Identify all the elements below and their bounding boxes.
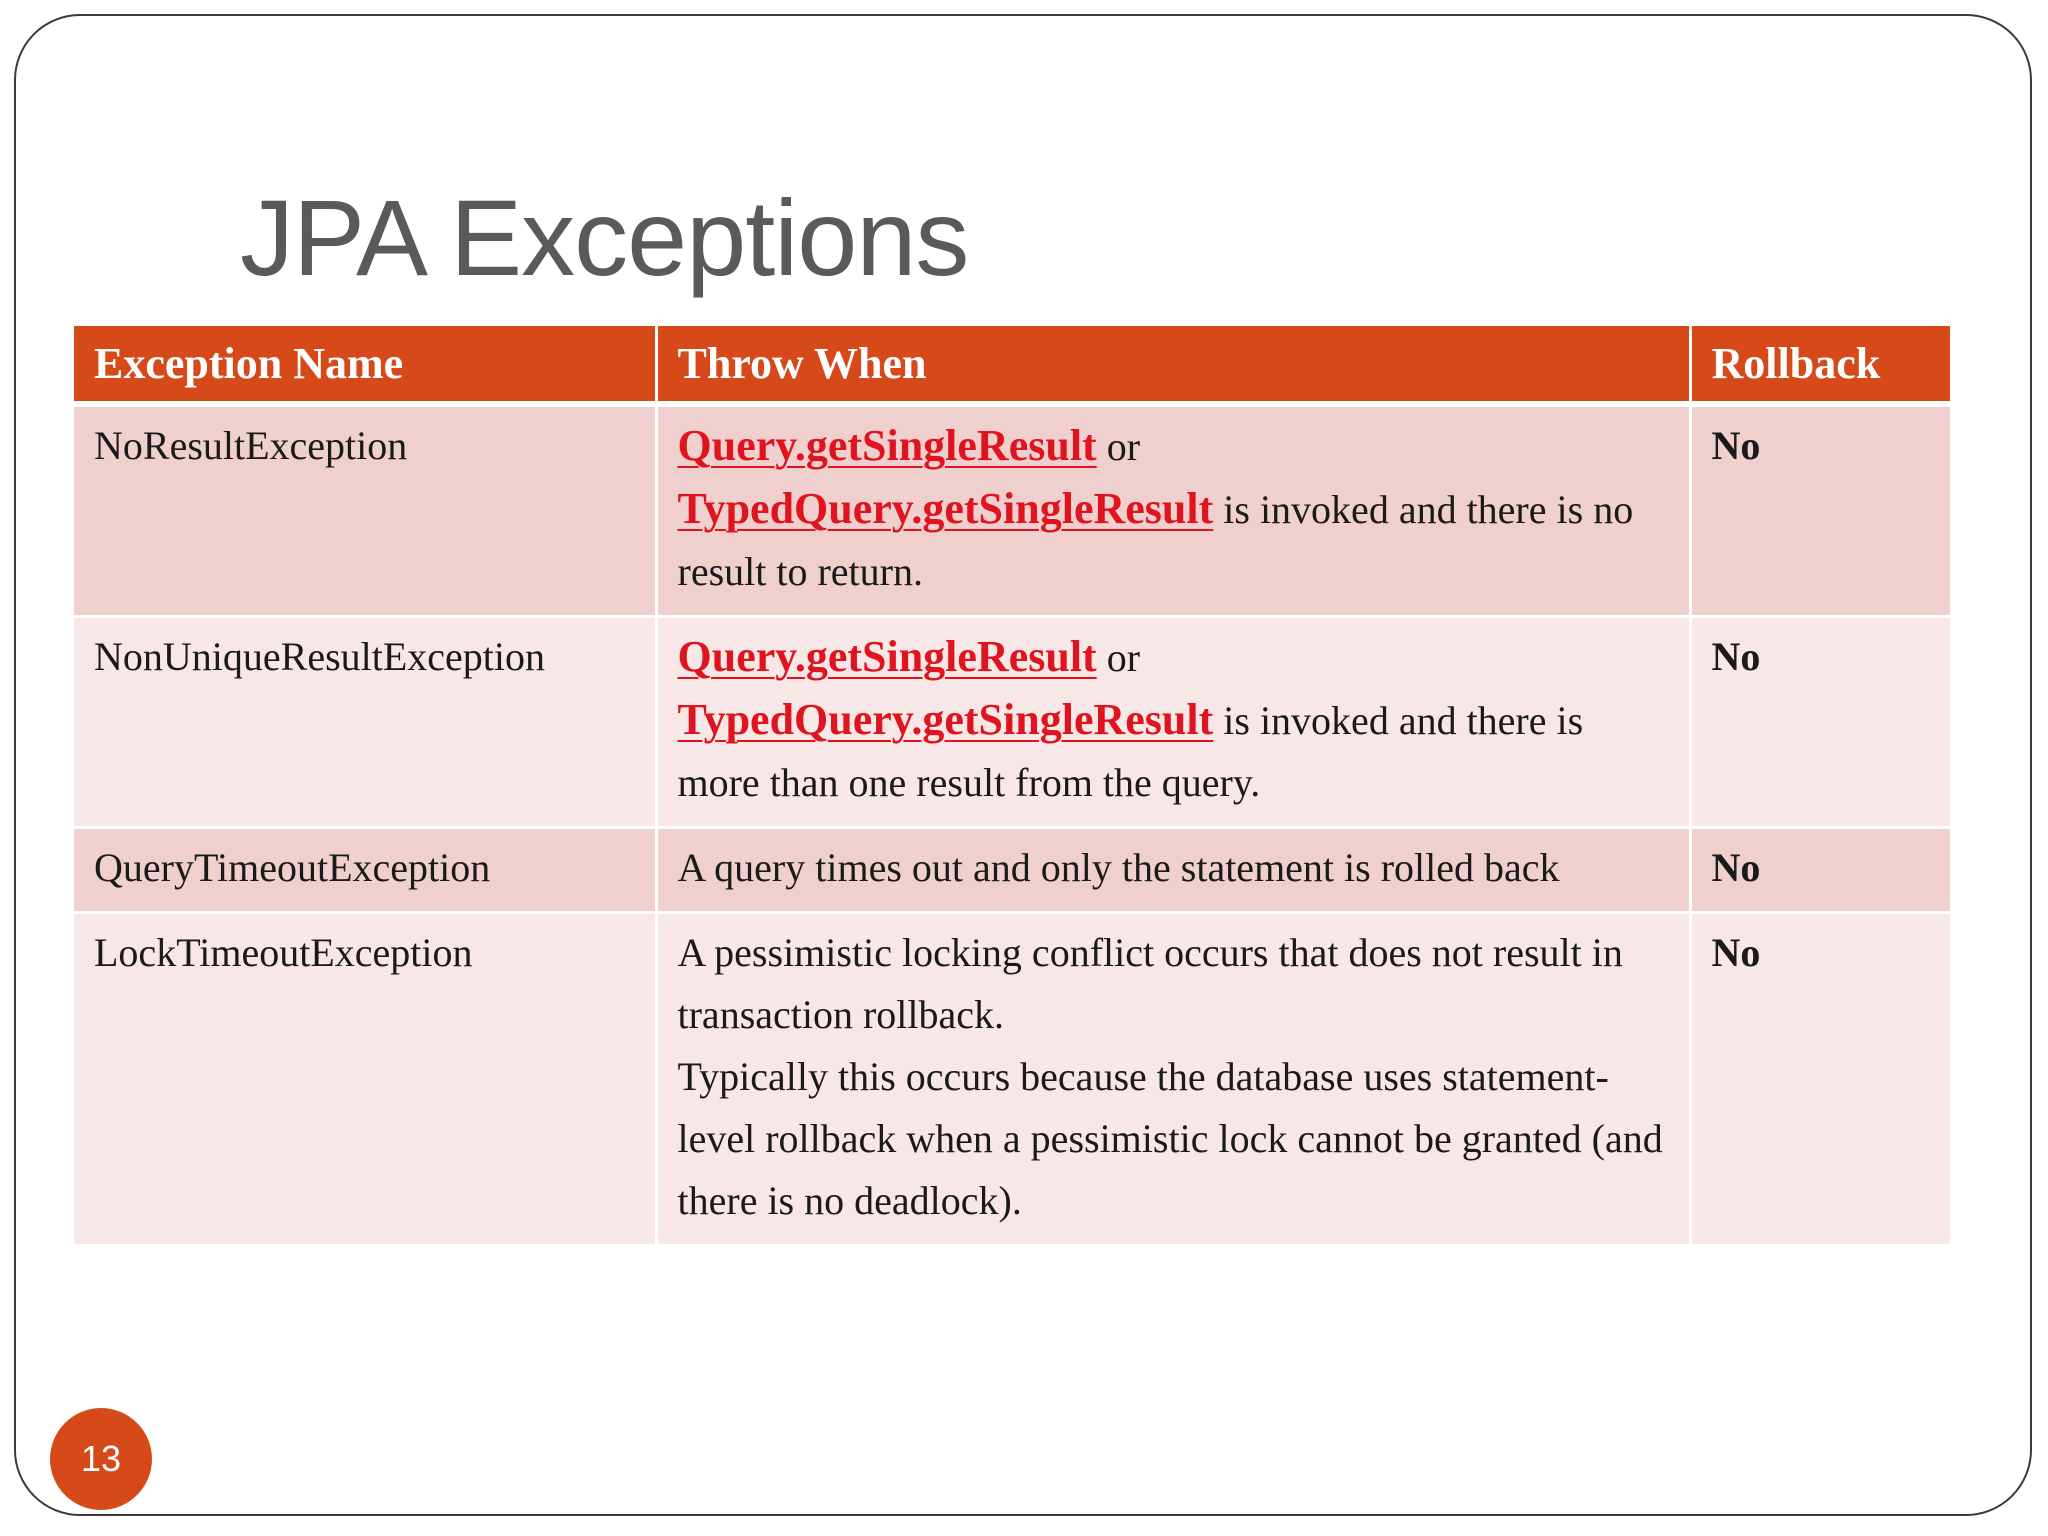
throw-when-text: or	[1096, 635, 1141, 680]
table-row	[74, 404, 1950, 617]
throw-when-text-extra: Typically this occurs because the database uses statement-level rollback when a pessimistic lock cannot be granted (and there is no deadlock).	[677, 1054, 1663, 1223]
rollback-cell: No	[1690, 828, 1950, 913]
rollback-cell: No	[1690, 404, 1950, 617]
typedquery-getsingleresult-link[interactable]: TypedQuery.getSingleResult	[677, 695, 1214, 744]
typedquery-getsingleresult-link[interactable]: TypedQuery.getSingleResult	[677, 484, 1214, 533]
throw-when-cell	[656, 404, 1690, 617]
query-getsingleresult-link[interactable]: Query.getSingleResult	[677, 632, 1097, 681]
throw-when-cell	[656, 913, 1690, 1246]
header-rollback: Rollback	[1690, 326, 1950, 404]
table-header-row	[74, 326, 1950, 404]
slide	[14, 14, 2032, 1516]
table-row	[74, 617, 1950, 828]
header-throw-when: Throw When	[656, 326, 1690, 404]
rollback-cell: No	[1690, 617, 1950, 828]
throw-when-text: A pessimistic locking conflict occurs that does not result in transaction rollback.	[677, 930, 1623, 1037]
query-getsingleresult-link[interactable]: Query.getSingleResult	[677, 421, 1097, 470]
throw-when-cell	[656, 617, 1690, 828]
page-number-badge: 13	[50, 1408, 152, 1510]
exception-name-cell: LockTimeoutException	[74, 913, 656, 1246]
throw-when-text: is invoked and there is no result to return.	[677, 487, 1634, 594]
throw-when-text: is invoked and there is more than one result from the query.	[677, 698, 1584, 805]
rollback-cell: No	[1690, 913, 1950, 1246]
table-row	[74, 913, 1950, 1246]
exception-name-cell: QueryTimeoutException	[74, 828, 656, 913]
slide-title: JPA Exceptions	[240, 177, 969, 298]
exception-name-cell: NonUniqueResultException	[74, 617, 656, 828]
table-row	[74, 828, 1950, 913]
throw-when-cell: A query times out and only the statement is rolled back	[656, 828, 1690, 913]
throw-when-text: or	[1096, 424, 1141, 469]
exception-name-cell: NoResultException	[74, 404, 656, 617]
header-exception-name: Exception Name	[74, 326, 656, 404]
exceptions-table	[74, 326, 1950, 1247]
